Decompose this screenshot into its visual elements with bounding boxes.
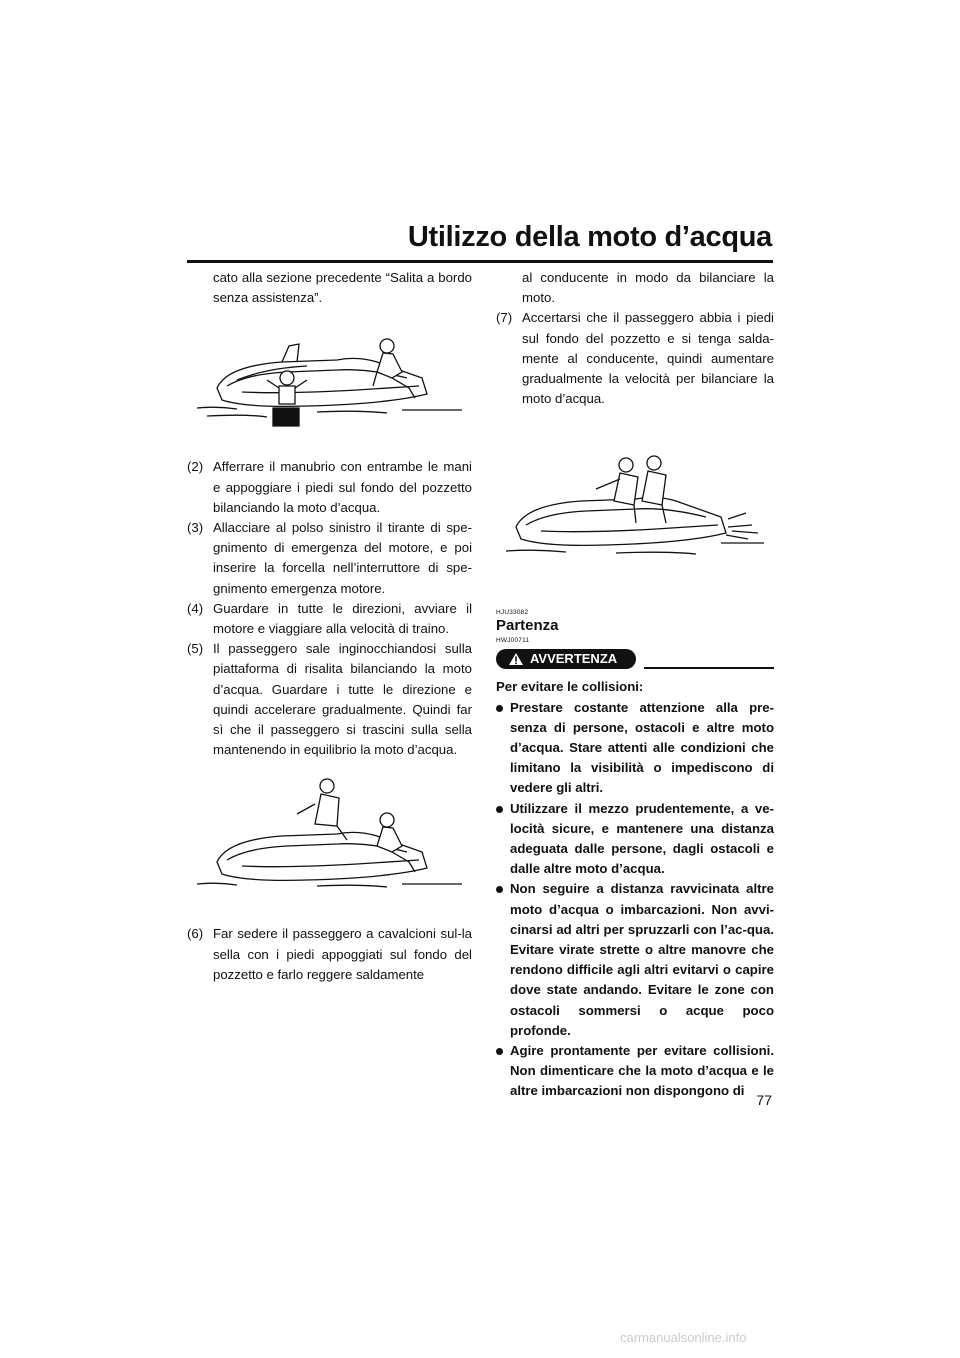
- page-title: Utilizzo della moto d’acqua: [407, 221, 772, 253]
- warning-bullet: Prestare costante attenzione alla pre-senza di persone, ostacoli e altre moto d’acqua. Stare attenti alle condizioni che limitano la visibilità o impediscono di vedere gli altri.: [496, 698, 774, 799]
- title-rule: [187, 260, 773, 263]
- section-code: HJU33082: [496, 609, 529, 617]
- warning-rule: [644, 667, 774, 669]
- illustration-passenger-climbing: [187, 774, 472, 912]
- right-column: [496, 268, 774, 1102]
- warning-triangle-icon: [508, 652, 524, 666]
- warning-bullet: Agire prontamente per evitare collisioni. Non dimenticare che la moto d’acqua e le altre imbarcazioni non dispongono di: [496, 1041, 774, 1102]
- warning-header: [496, 649, 774, 671]
- illustration-riding-with-passenger: [496, 439, 774, 589]
- left-column: [187, 268, 472, 985]
- illustration-boarding-from-water: [187, 316, 472, 451]
- step-5: (5) Il passeggero sale inginocchiandosi sulla piattaforma di risalita bilanciando la moto d’acqua. Guardare i tutte le direzione e quindi accelerare gradualmente. Quindi far sì che il passeggero si trascini sulla sella mantenendo in equilibrio la moto d’acqua.: [187, 641, 472, 758]
- step-3: (3) Allacciare al polso sinistro il tirante di spe-gnimento di emergenza del motore, e poi inserire la forcella nell’interruttore di spe-gnimento emergenza motore.: [187, 520, 472, 596]
- warning-body: [496, 677, 774, 1101]
- step-7: (7) Accertarsi che il passeggero abbia i piedi sul fondo del pozzetto e si tenga salda-mente al conducente, quindi aumentare gradualmente la velocità per bilanciare la moto d’acqua.: [496, 310, 774, 407]
- section-title: Partenza: [496, 617, 559, 635]
- bullet-dot-icon: [496, 705, 503, 712]
- bullet-dot-icon: [496, 1048, 503, 1055]
- watermark: carmanualsonline.info: [620, 1330, 747, 1345]
- step-4: (4) Guardare in tutte le direzioni, avviare il motore e viaggiare alla velocità di traino.: [187, 600, 472, 637]
- page-number: 77: [756, 1092, 772, 1108]
- bullet-dot-icon: [496, 806, 503, 813]
- warning-badge: [496, 649, 636, 669]
- step-6: (6) Far sedere il passeggero a cavalcioni sul-la sella con i piedi appoggiati sul fondo del pozzetto e farlo reggere saldamente: [187, 926, 472, 982]
- bullet-dot-icon: [496, 886, 503, 893]
- warning-label: AVVERTENZA: [530, 651, 618, 667]
- intro-paragraph: cato alla sezione precedente “Salita a bordo senza assistenza”.: [213, 270, 472, 306]
- step-2: (2) Afferrare il manubrio con entrambe le mani e appoggiare i piedi sul fondo del pozzetto bilanciando la moto d’acqua.: [187, 459, 472, 515]
- warning-code: HWJ00711: [496, 637, 530, 645]
- warning-bullet: Non seguire a distanza ravvicinata altre moto d’acqua o imbarcazioni. Non avvi-cinarsi ad altri per spruzzarli con l’ac-qua. Evitare virate strette o altre manovre che rendono difficile agli altri evitarvi o capire dove state andando. Evitare le zone con ostacoli sommersi o acque poco profonde.: [496, 879, 774, 1041]
- warning-bullet: Utilizzare il mezzo prudentemente, a ve-locità sicure, e mantenere una distanza adeguata dalle persone, dagli ostacoli e dalle altre moto d’acqua.: [496, 799, 774, 880]
- continued-paragraph: al conducente in modo da bilanciare la moto.: [522, 270, 774, 306]
- warning-intro: Per evitare le collisioni:: [496, 679, 644, 695]
